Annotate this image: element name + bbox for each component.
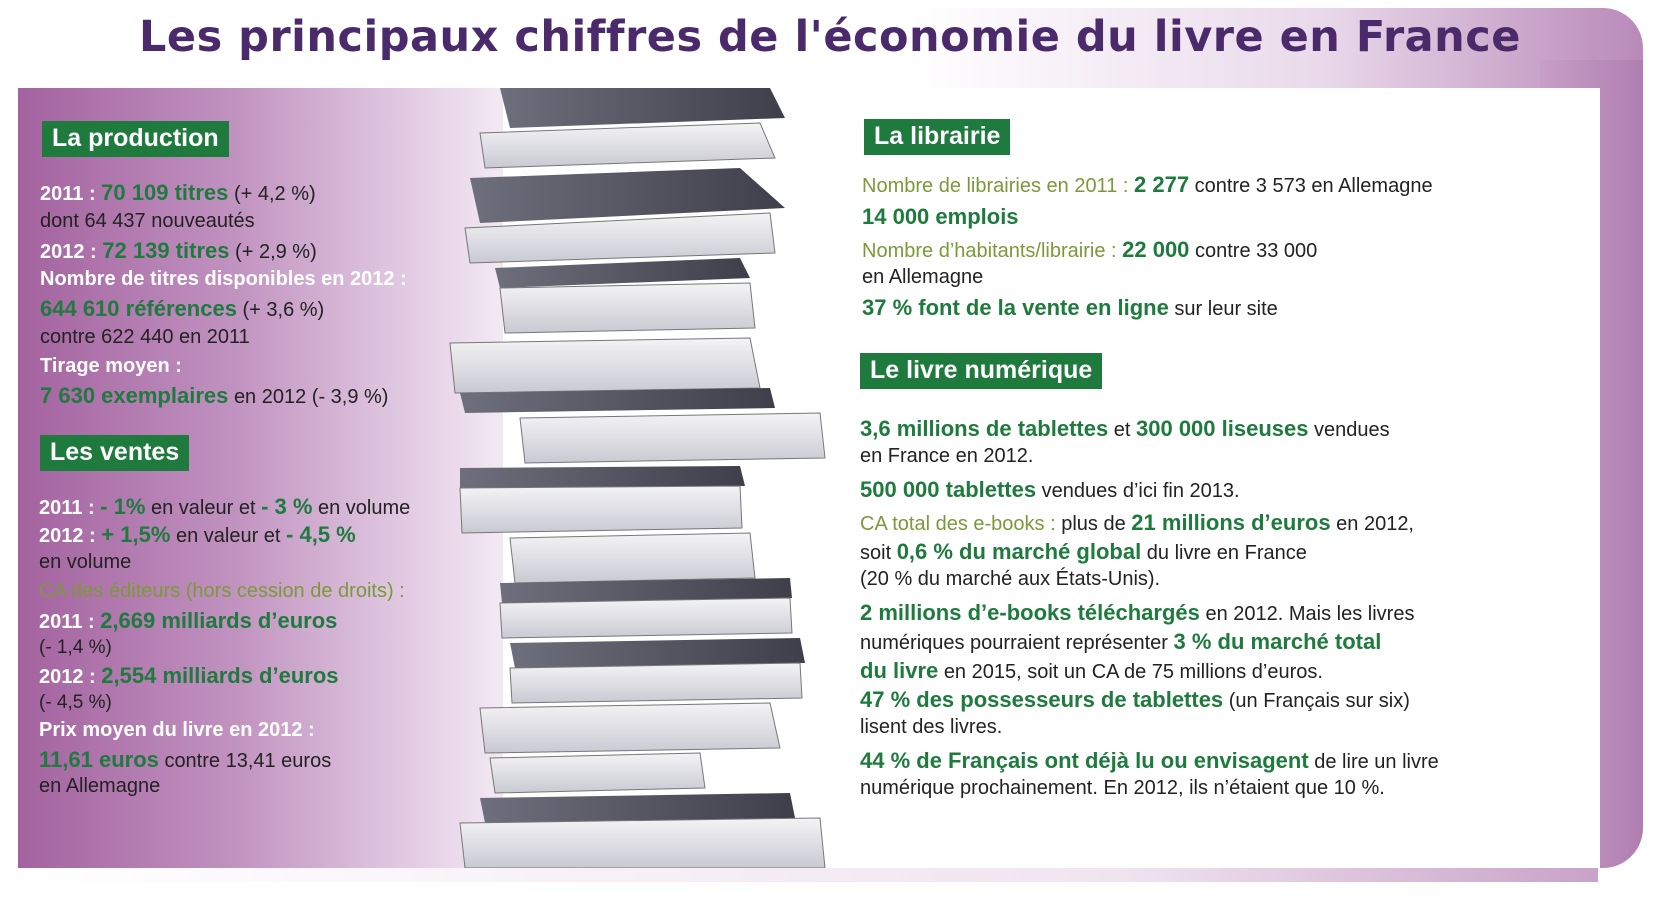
- book: [460, 753, 825, 868]
- highlight-value: 21 millions d’euros: [1131, 510, 1331, 535]
- highlight-value: 14 000 emplois: [862, 204, 1019, 229]
- text: vendues: [1314, 419, 1390, 441]
- caption: Nombre d’habitants/librairie :: [862, 240, 1117, 262]
- ventes-line: [39, 745, 410, 774]
- librairie-line: en Allemagne: [862, 266, 984, 288]
- text: en 2012,: [1336, 513, 1414, 535]
- book: [495, 258, 755, 333]
- year-label: 2012 :: [39, 525, 96, 547]
- production-caption: Tirage moyen :: [40, 355, 182, 377]
- numerique-line: numérique prochainement. En 2012, ils n’étaient que 10 %.: [860, 777, 1385, 799]
- text: plus de: [1061, 513, 1126, 535]
- highlight-value: 2 millions d’e-books téléchargés: [860, 600, 1200, 625]
- text: vendues d’ici fin 2013.: [1041, 480, 1240, 502]
- highlight-value: - 3 %: [261, 494, 313, 519]
- highlight-value: 2,669 milliards d’euros: [100, 608, 338, 633]
- text: en valeur et: [175, 525, 281, 547]
- book: [480, 638, 805, 753]
- numerique-line: [860, 685, 1439, 714]
- ventes-line: (- 1,4 %): [39, 637, 112, 658]
- text: (un Français sur six): [1228, 690, 1410, 712]
- book: [465, 168, 785, 263]
- book: [450, 338, 775, 413]
- year-label: 2012 :: [39, 666, 96, 688]
- numerique-line: [860, 508, 1439, 537]
- text: et: [1113, 419, 1131, 441]
- ventes-line: [39, 606, 410, 635]
- text: en 2012 (- 3,9 %): [233, 386, 389, 408]
- text: en 2012. Mais les livres: [1205, 603, 1415, 625]
- production-caption: Nombre de titres disponibles en 2012 :: [40, 268, 407, 290]
- highlight-value: 300 000 liseuses: [1136, 416, 1309, 441]
- text: (+ 3,6 %): [242, 299, 325, 321]
- section-tag-ventes: Les ventes: [40, 435, 189, 471]
- librairie-line: [862, 170, 1433, 199]
- production-line: [40, 236, 407, 265]
- section-tag-librairie: La librairie: [864, 119, 1010, 155]
- librairie-line: [862, 235, 1433, 264]
- highlight-value: 70 109 titres: [101, 180, 229, 205]
- highlight-value: 11,61 euros: [39, 747, 159, 772]
- text: en valeur et: [150, 497, 256, 519]
- numerique-line: [860, 627, 1439, 656]
- text: (+ 2,9 %): [235, 241, 317, 263]
- book: [480, 88, 785, 168]
- numerique-line: en France en 2012.: [860, 445, 1034, 467]
- highlight-value: 7 630 exemplaires: [40, 383, 229, 408]
- production-line: contre 622 440 en 2011: [40, 326, 250, 348]
- book: [460, 413, 825, 533]
- text: (+ 4,2 %): [233, 183, 316, 205]
- highlight-value: 2,554 milliards d’euros: [101, 663, 339, 688]
- year-label: 2011 :: [39, 611, 95, 633]
- librairie-line: [862, 199, 1433, 235]
- caption: CA total des e-books :: [860, 513, 1056, 535]
- ventes-caption: Prix moyen du livre en 2012 :: [39, 719, 315, 741]
- bottom-border: [18, 868, 1598, 882]
- year-label: 2011 :: [39, 497, 95, 519]
- numerique-line: [860, 746, 1439, 775]
- text: sur leur site: [1174, 298, 1278, 320]
- highlight-value: + 1,5%: [101, 522, 171, 547]
- numerique-line: [860, 598, 1439, 627]
- highlight-value: 72 139 titres: [102, 238, 230, 263]
- text: du livre en France: [1146, 542, 1307, 564]
- book: [500, 533, 792, 638]
- production-line: [40, 381, 407, 410]
- text: en 2015, soit un CA de 75 millions d’euros.: [943, 661, 1323, 683]
- production-line: dont 64 437 nouveautés: [40, 210, 255, 232]
- ventes-line: (- 4,5 %): [39, 692, 112, 713]
- ventes-line: [39, 492, 410, 521]
- text: contre 33 000: [1194, 240, 1318, 262]
- highlight-value: 44 % de Français ont déjà lu ou envisagent: [860, 748, 1309, 773]
- highlight-value: 0,6 % du marché global: [896, 539, 1142, 564]
- highlight-value: - 4,5 %: [286, 522, 356, 547]
- book-stack-illustration: [440, 88, 840, 868]
- page-title: Les principaux chiffres de l'économie du livre en France: [139, 12, 1521, 62]
- production-line: [40, 294, 407, 323]
- highlight-value: 22 000: [1122, 237, 1190, 262]
- ventes-line: en Allemagne: [39, 775, 161, 797]
- highlight-value: 47 % des possesseurs de tablettes: [860, 687, 1224, 712]
- text: numériques pourraient représenter: [860, 632, 1168, 654]
- numerique-line: [860, 537, 1439, 566]
- highlight-value: 3 % du marché total: [1173, 629, 1382, 654]
- text: en volume: [317, 497, 411, 519]
- numerique-block: [860, 414, 1439, 801]
- highlight-value: 2 277: [1134, 172, 1190, 197]
- numerique-line: (20 % du marché aux États-Unis).: [860, 568, 1161, 590]
- numerique-line: lisent des livres.: [860, 716, 1003, 738]
- highlight-value: 644 610 références: [40, 296, 237, 321]
- ventes-line: [39, 661, 410, 690]
- highlight-value: 500 000 tablettes: [860, 477, 1037, 502]
- highlight-value: - 1%: [100, 494, 146, 519]
- numerique-line: [860, 414, 1439, 443]
- production-line: [40, 178, 407, 207]
- ventes-line: en volume: [39, 551, 132, 573]
- text: soit: [860, 542, 892, 564]
- highlight-value: 3,6 millions de tablettes: [860, 416, 1109, 441]
- text: de lire un livre: [1314, 751, 1439, 773]
- text: contre 3 573 en Allemagne: [1194, 175, 1433, 197]
- ventes-line: [39, 521, 410, 548]
- ventes-block: [39, 492, 410, 798]
- numerique-line: [860, 475, 1439, 508]
- year-label: 2012 :: [40, 241, 97, 263]
- text: contre 13,41 euros: [164, 750, 332, 772]
- librairie-line: [862, 290, 1433, 326]
- ventes-caption: CA des éditeurs (hors cession de droits) :: [39, 580, 405, 602]
- librairie-block: [862, 170, 1433, 326]
- highlight-value: 37 % font de la vente en ligne: [862, 295, 1169, 320]
- section-tag-numerique: Le livre numérique: [860, 353, 1102, 389]
- highlight-value: du livre: [860, 658, 939, 683]
- year-label: 2011 :: [40, 183, 96, 205]
- numerique-line: [860, 656, 1439, 685]
- section-tag-production: La production: [42, 121, 229, 157]
- production-block: [40, 178, 407, 410]
- caption: Nombre de librairies en 2011 :: [862, 175, 1129, 197]
